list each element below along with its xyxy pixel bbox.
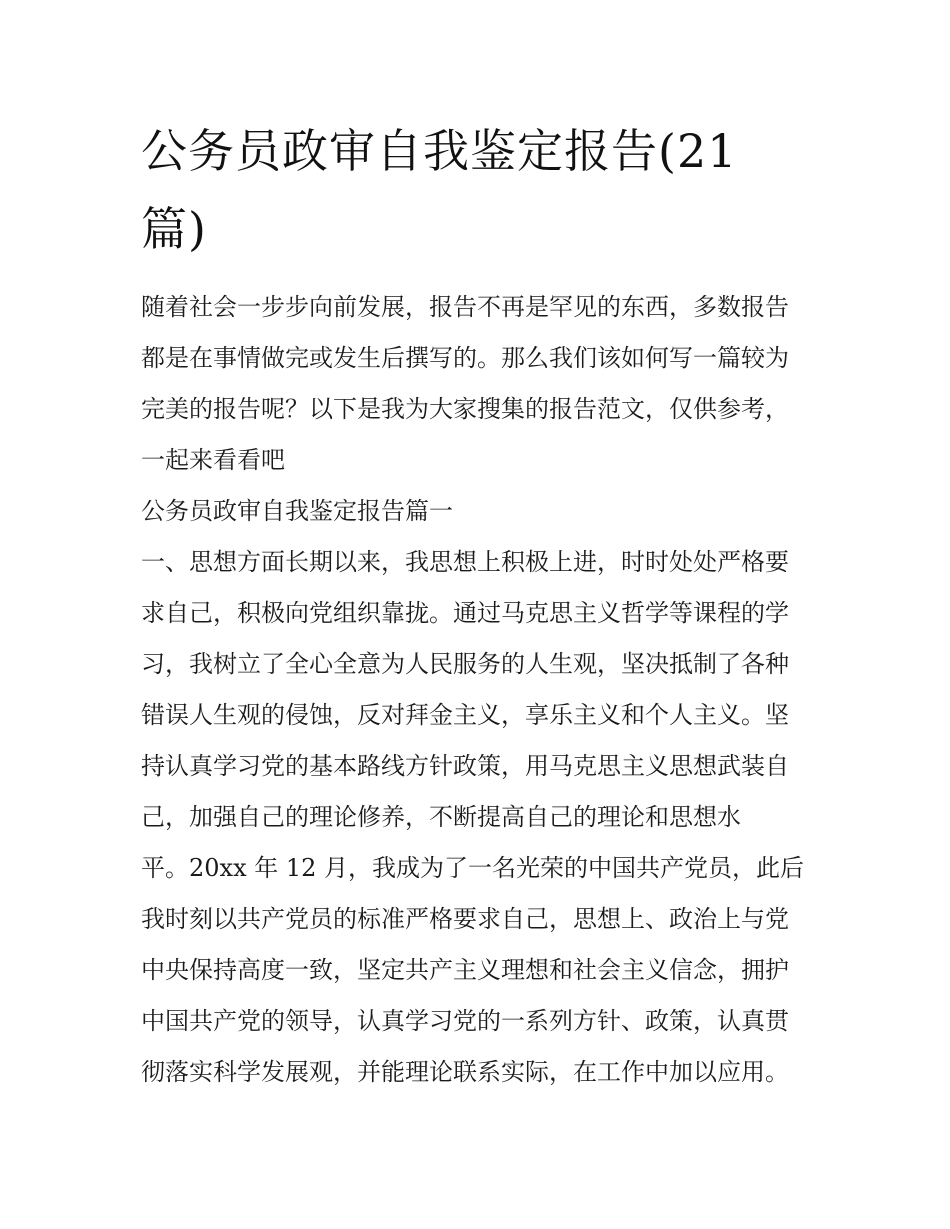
section-heading-text: 公务员政审自我鉴定报告篇一 [141,497,453,525]
text-line: 彻落实科学发展观，并能理论联系实际，在工作中加以应用。 [141,1058,789,1086]
text-line: 错误人生观的侵蚀，反对拜金主义，享乐主义和个人主义。坚 [141,701,789,729]
document-content [141,112,813,1098]
text-line: 完美的报告呢？以下是我为大家搜集的报告范文，仅供参考， [141,395,789,423]
text-line: 一、思想方面长期以来，我思想上积极上进，时时处处严格要 [141,548,789,576]
text-line: 中央保持高度一致，坚定共产主义理想和社会主义信念，拥护 [141,956,789,984]
title-line: 篇) [141,202,207,256]
title-line: 公务员政审自我鉴定报告(21 [141,124,738,178]
body-paragraph [141,537,813,1098]
document-title [141,112,813,268]
text-line: 求自己，积极向党组织靠拢。通过马克思主义哲学等课程的学 [141,599,789,627]
text-line: 平。20xx 年 12 月，我成为了一名光荣的中国共产党员，此后 [141,854,805,882]
text-line: 习，我树立了全心全意为人民服务的人生观，坚决抵制了各种 [141,650,789,678]
text-line: 随着社会一步步向前发展，报告不再是罕见的东西，多数报告 [141,293,789,321]
text-line: 都是在事情做完或发生后撰写的。那么我们该如何写一篇较为 [141,344,789,372]
text-line: 我时刻以共产党员的标准严格要求自己，思想上、政治上与党 [141,905,789,933]
intro-paragraph [141,282,813,486]
text-line: 持认真学习党的基本路线方针政策，用马克思主义思想武装自 [141,752,789,780]
text-line: 中国共产党的领导，认真学习党的一系列方针、政策，认真贯 [141,1007,789,1035]
text-line: 己，加强自己的理论修养，不断提高自己的理论和思想水 [141,803,741,831]
section-heading [141,486,813,537]
text-line: 一起来看看吧 [141,446,285,474]
